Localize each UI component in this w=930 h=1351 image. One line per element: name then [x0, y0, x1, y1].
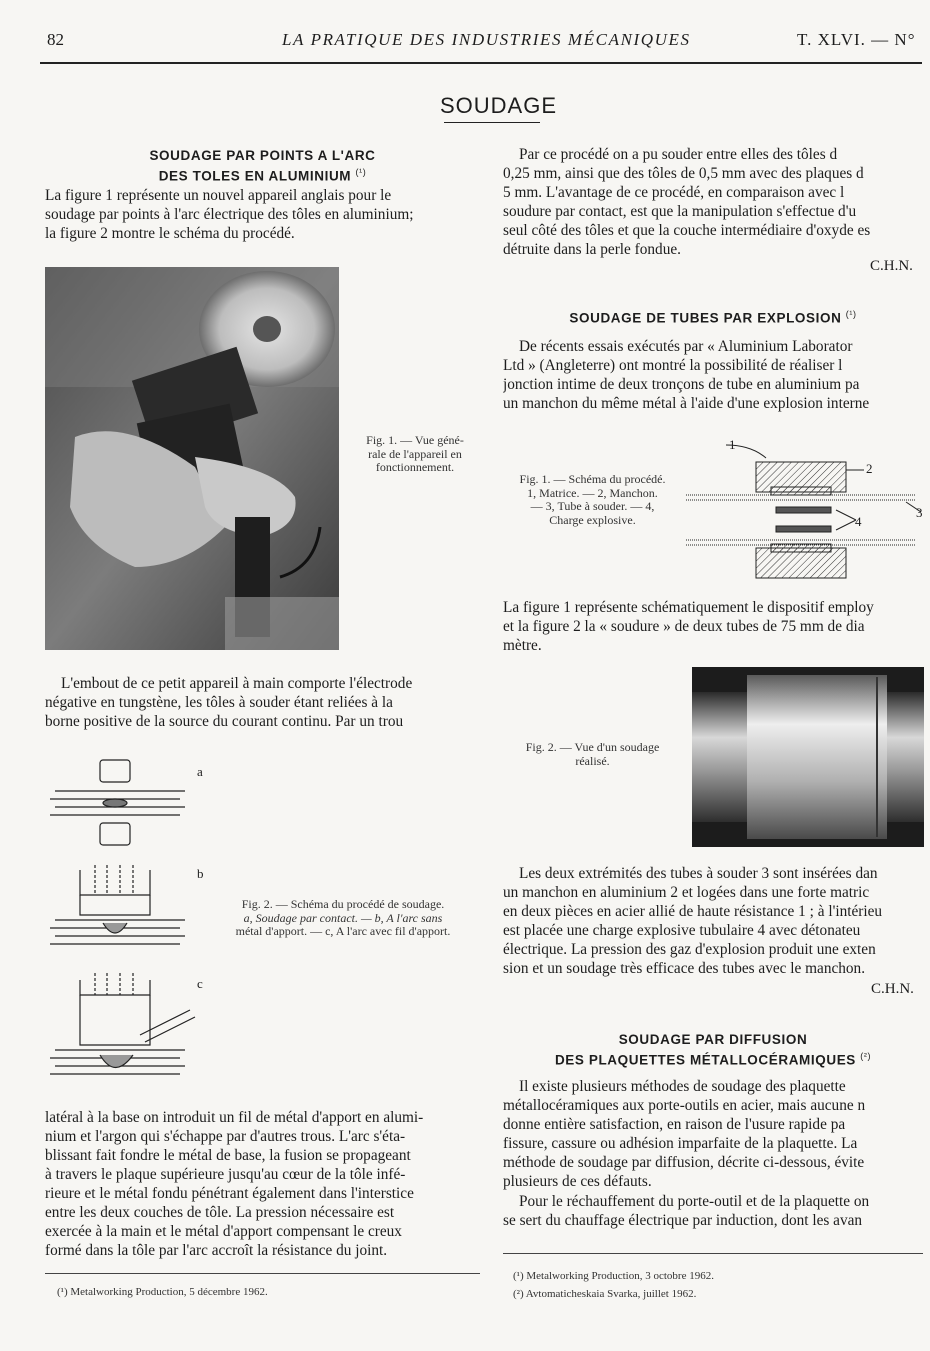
fig2-label-b: b: [197, 866, 204, 881]
explosion-welding-diagram: [686, 440, 926, 580]
article3-para1: [503, 1077, 923, 1191]
text-line: entre les deux couches de tôle. La pression nécessaire est: [45, 1204, 395, 1221]
text-line: La figure 1 représente schématiquement le dispositif employ: [503, 599, 874, 616]
article2-signature: C.H.N.: [871, 981, 914, 997]
text-line: Pour le réchauffement du porte-outil et de la plaquette on: [519, 1193, 870, 1210]
text-line: fissure, cassure ou adhésion imparfaite de la plaquette. La: [503, 1135, 858, 1152]
text-line: Ltd » (Angleterre) ont montré la possibilité de réaliser l: [503, 357, 843, 374]
text-line: seul côté des tôles et que la couche intermédiaire d'oxyde es: [503, 222, 871, 239]
article1-title: SOUDAGE PAR POINTS A L'ARC DES TOLES EN ALUMINIUM $^{(^1)}$: [149, 148, 376, 184]
article2-mid-text: [503, 598, 923, 655]
text-line: détruite dans la perle fondue.: [503, 241, 681, 258]
diagram-label-2: 2: [866, 461, 873, 476]
article1-signature: C.H.N.: [870, 258, 913, 274]
article1-fig1-caption: Fig. 1. — Vue géné- rale de l'appareil en fonctionnement.: [366, 433, 464, 474]
text-line: donne entière satisfaction, en raison de l'usure rapide pa: [503, 1116, 846, 1133]
text-line: De récents essais exécutés par « Aluminium Laborator: [519, 338, 853, 355]
welded-tube-illustration: [692, 667, 924, 847]
journal-title: LA PRATIQUE DES INDUSTRIES MÉCANIQUES: [282, 30, 691, 49]
text-line: sion et un soudage très efficace des tubes avec le manchon.: [503, 960, 866, 977]
article3-footnote: (²) Avtomaticheskaia Svarka, juillet 1962.: [513, 1288, 697, 1300]
article1-body2: [45, 1108, 480, 1260]
article2-intro: [503, 337, 923, 413]
text-line: est placée une charge explosive tubulaire 4 avec détonateu: [503, 922, 861, 939]
text-line: un manchon du même métal à l'aide d'une explosion interne: [503, 395, 870, 412]
text-line: exercée à la main et le métal d'apport compensant le creux: [45, 1223, 402, 1240]
text-line: méthode de soudage par diffusion, décrite ci-dessous, évite: [503, 1154, 865, 1171]
text-line: Les deux extrémités des tubes à souder 3 sont insérées dan: [519, 865, 878, 882]
text-line: soudure par contact, est que la manipulation s'effectue d'u: [503, 203, 857, 220]
article2-body: [503, 864, 923, 978]
article1-intro: [45, 186, 480, 243]
text-line: rieure et le métal fondu pénétrant également dans l'interstice: [45, 1185, 414, 1202]
article2-footnote: (¹) Metalworking Production, 3 octobre 1962.: [513, 1270, 714, 1282]
text-line: blissant fait fondre le métal de base, la fusion se propageant: [45, 1147, 411, 1164]
article2-title: SOUDAGE DE TUBES PAR EXPLOSION $^{(^1)}$: [569, 309, 857, 326]
text-line: jonction intime de deux tronçons de tube en aluminium pa: [503, 376, 860, 393]
diagram-label-1: 1: [729, 437, 736, 452]
text-line: mètre.: [503, 637, 542, 654]
tube-joint-diagram: [686, 440, 926, 580]
text-line: formé dans la tôle par l'arc accroît la résistance du joint.: [45, 1242, 388, 1259]
text-line: 5 mm. L'avantage de ce procédé, en comparaison avec l: [503, 184, 845, 201]
text-line: en deux pièces en acier allié de haute résistance 1 ; à l'intérieu: [503, 903, 883, 920]
diagram-label-4: 4: [855, 514, 862, 529]
text-line: à travers le plaque supérieure jusqu'au cœur de la tôle infé-: [45, 1166, 406, 1183]
text-line: nium et l'argon qui s'échappe par d'autres trous. L'arc s'éta-: [45, 1128, 406, 1145]
article1-footnote: (¹) Metalworking Production, 5 décembre 1962.: [57, 1286, 268, 1298]
text-line: borne positive de la source du courant continu. Par un trou: [45, 713, 404, 730]
article3-title: SOUDAGE PAR DIFFUSION DES PLAQUETTES MÉTALLOCÉRAMIQUES $^{(^2)}$: [554, 1032, 872, 1068]
welded-tube-photo: [692, 667, 924, 847]
diagram-label-3: 3: [916, 505, 923, 520]
article1-body1: [45, 674, 480, 731]
text-line: négative en tungstène, les tôles à souder étant reliées à la: [45, 694, 393, 711]
text-line: électrique. La pression des gaz d'explosion produit une exten: [503, 941, 876, 958]
text-line: un manchon en aluminium 2 et logées dans une forte matric: [503, 884, 870, 901]
article1-fig2-caption: Fig. 2. — Schéma du procédé de soudage. a, Soudage par contact. — b, A l'arc sans métal d'apport. — c, A l'arc avec fil d'apport.: [235, 897, 451, 938]
text-line: 0,25 mm, ainsi que des tôles de 0,5 mm avec des plaques d: [503, 165, 864, 182]
article2-fig1-caption: Fig. 1. — Schéma du procédé. 1, Matrice. — 2, Manchon. — 3, Tube à souder. — 4, Charge explosive.: [519, 472, 666, 527]
volume-number: T. XLVI. — N°: [797, 30, 916, 49]
section-title-underline: [444, 122, 540, 123]
text-line: se sert du chauffage électrique par induction, dont les avan: [503, 1212, 863, 1229]
text-line: La figure 1 représente un nouvel appareil anglais pour le: [45, 187, 392, 204]
article2-fig2-caption: Fig. 2. — Vue d'un soudage réalisé.: [525, 740, 660, 768]
text-line: plusieurs de ces défauts.: [503, 1173, 652, 1190]
text-line: L'embout de ce petit appareil à main comporte l'électrode: [61, 675, 413, 692]
text-line: métallocéramiques aux porte-outils en acier, mais aucune n: [503, 1097, 866, 1114]
spot-weld-schematic: [45, 755, 205, 1085]
article3-para2: [503, 1192, 923, 1230]
text-line: et la figure 2 la « soudure » de deux tubes de 75 mm de dia: [503, 618, 865, 635]
page-number: 82: [47, 30, 64, 49]
fig2-label-c: c: [197, 976, 203, 991]
text-line: latéral à la base on introduit un fil de métal d'apport en alumi-: [45, 1109, 424, 1126]
section-title: SOUDAGE: [440, 93, 558, 118]
text-line: Il existe plusieurs méthodes de soudage des plaquette: [519, 1078, 846, 1095]
text-line: Par ce procédé on a pu souder entre elles des tôles d: [519, 146, 838, 163]
welding-device-photo: [45, 267, 339, 650]
article1-continuation: [503, 145, 923, 259]
header-rule: [40, 62, 922, 64]
footnote-rule-left: [45, 1273, 480, 1274]
welding-device-illustration: [45, 267, 339, 650]
spot-weld-diagram: [45, 755, 205, 1085]
text-line: la figure 2 montre le schéma du procédé.: [45, 225, 295, 242]
fig2-label-a: a: [197, 764, 203, 779]
footnote-rule-right: [503, 1253, 923, 1254]
text-line: soudage par points à l'arc électrique des tôles en aluminium;: [45, 206, 414, 223]
